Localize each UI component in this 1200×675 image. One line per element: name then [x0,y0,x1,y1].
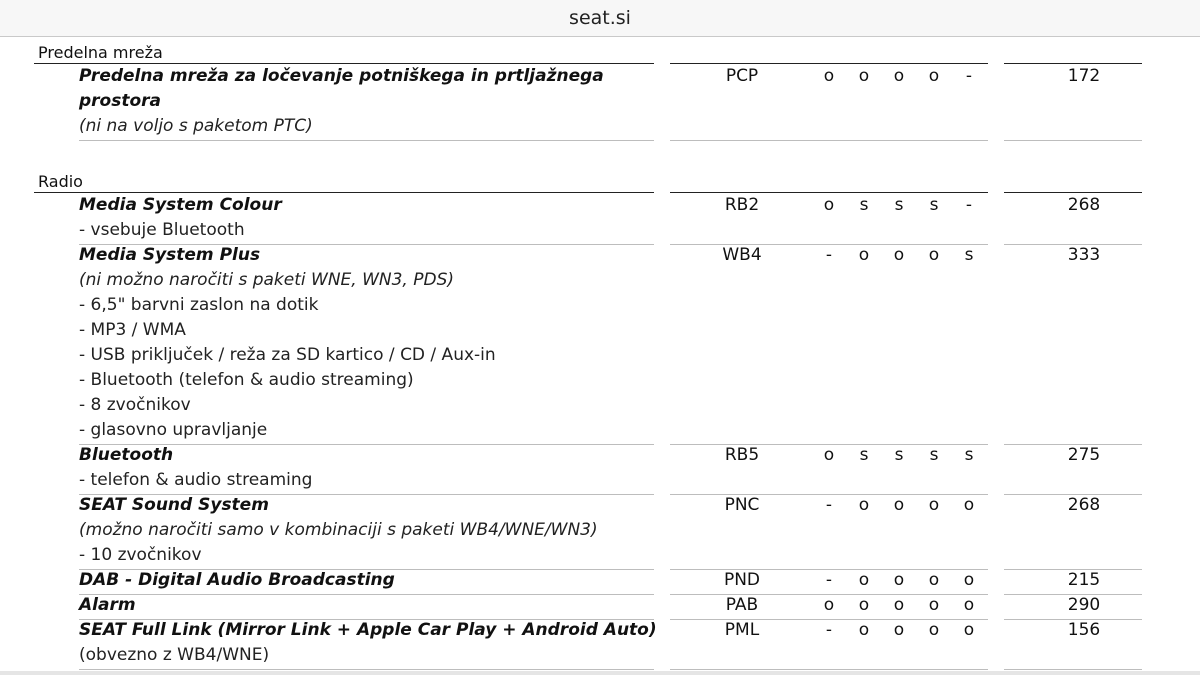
item-detail: - 8 zvočnikov [79,395,191,415]
item-detail: - 6,5" barvni zaslon na dotik [79,295,319,315]
option-mark: o [893,595,905,615]
option-mark: o [963,495,975,515]
section-rule-code [670,63,988,64]
item-detail: (možno naročiti samo v kombinaciji s paketi WB4/WNE/WN3) [79,520,598,540]
section-rule [34,63,654,64]
option-mark: o [823,445,835,465]
section-rule [34,192,654,193]
option-mark: - [825,495,833,515]
row-separator-code [670,669,988,670]
option-mark: o [928,620,940,640]
item-code: PND [723,570,761,590]
option-mark: o [893,570,905,590]
item-price: 172 [1067,66,1101,86]
domain-label: seat.si [569,7,631,29]
option-mark: - [825,620,833,640]
option-mark: o [893,620,905,640]
row-separator-price [1004,140,1142,141]
item-code: PAB [725,595,759,615]
section-rule-price [1004,63,1142,64]
option-mark: o [928,595,940,615]
row-separator-code [670,140,988,141]
option-mark: o [963,595,975,615]
option-mark: o [928,495,940,515]
row-separator [79,594,654,595]
option-mark: - [825,245,833,265]
item-name: SEAT Full Link (Mirror Link + Apple Car Play + Android Auto) [79,620,657,640]
item-detail: (ni na voljo s paketom PTC) [79,116,313,136]
option-mark: o [963,620,975,640]
option-mark: o [858,620,870,640]
item-name: Bluetooth [79,445,174,465]
item-name: DAB - Digital Audio Broadcasting [79,570,395,590]
option-mark: o [823,595,835,615]
item-price: 333 [1067,245,1101,265]
option-mark: s [964,245,974,265]
item-name: Media System Plus [79,245,261,265]
item-detail: prostora [79,91,162,111]
item-name: Alarm [79,595,136,615]
option-mark: s [859,445,869,465]
item-detail: - Bluetooth (telefon & audio streaming) [79,370,414,390]
item-price: 268 [1067,195,1101,215]
item-detail: (ni možno naročiti s paketi WNE, WN3, PDS) [79,270,454,290]
option-mark: s [929,445,939,465]
option-mark: o [858,66,870,86]
item-code: RB5 [724,445,760,465]
option-mark: o [893,495,905,515]
option-mark: o [928,570,940,590]
option-mark: o [858,245,870,265]
item-detail: - telefon & audio streaming [79,470,313,490]
section-title: Predelna mreža [38,43,163,62]
item-detail: - vsebuje Bluetooth [79,220,245,240]
item-name: Predelna mreža za ločevanje potniškega in prtljažnega [79,66,604,86]
item-detail: - glasovno upravljanje [79,420,268,440]
item-detail: - 10 zvočnikov [79,545,202,565]
option-mark: s [894,445,904,465]
option-mark: o [823,195,835,215]
item-code: PNC [724,495,760,515]
section-rule-code [670,192,988,193]
option-mark: o [858,570,870,590]
option-mark: o [858,495,870,515]
option-mark: o [928,245,940,265]
bottom-edge [0,671,1200,675]
item-code: PCP [725,66,759,86]
option-mark: s [964,445,974,465]
browser-address-bar[interactable] [0,0,1200,37]
item-detail: - USB priključek / reža za SD kartico / CD / Aux-in [79,345,496,365]
option-mark: s [929,195,939,215]
option-mark: - [965,195,973,215]
item-price: 290 [1067,595,1101,615]
item-price: 268 [1067,495,1101,515]
item-name: SEAT Sound System [79,495,269,515]
option-mark: o [928,66,940,86]
item-code: RB2 [724,195,760,215]
option-mark: o [893,66,905,86]
option-mark: o [823,66,835,86]
item-detail: (obvezno z WB4/WNE) [79,645,270,665]
option-mark: - [965,66,973,86]
item-code: WB4 [722,245,762,265]
item-price: 275 [1067,445,1101,465]
row-separator [79,140,654,141]
section-title: Radio [38,172,83,191]
item-detail: - MP3 / WMA [79,320,186,340]
item-price: 215 [1067,570,1101,590]
option-mark: o [963,570,975,590]
option-mark: o [858,595,870,615]
item-name: Media System Colour [79,195,282,215]
option-mark: - [825,570,833,590]
row-separator-price [1004,669,1142,670]
item-price: 156 [1067,620,1101,640]
option-mark: s [894,195,904,215]
row-separator [79,669,654,670]
section-rule-price [1004,192,1142,193]
option-mark: o [893,245,905,265]
option-mark: s [859,195,869,215]
item-code: PML [724,620,760,640]
